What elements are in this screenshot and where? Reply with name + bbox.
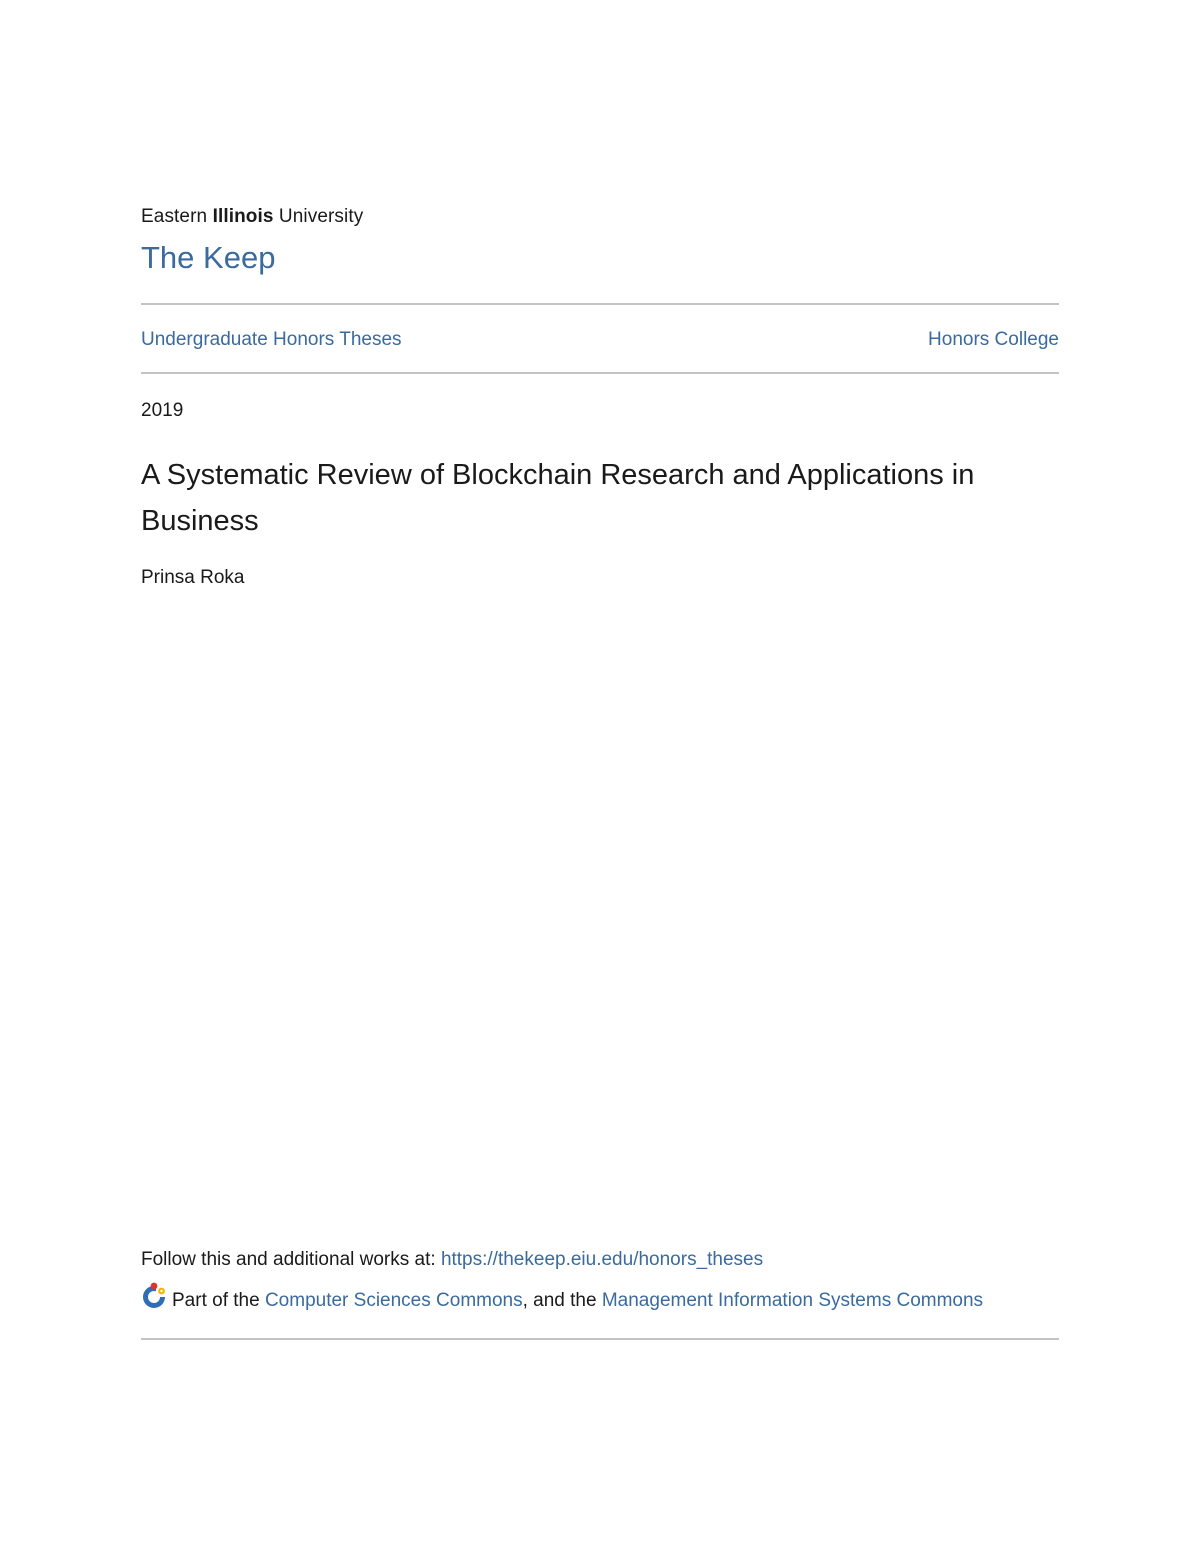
collection-divider bbox=[141, 372, 1059, 374]
computer-sciences-commons-link[interactable]: Computer Sciences Commons bbox=[264, 1290, 523, 1311]
institution-name bbox=[141, 206, 363, 228]
and-the-label: , and the bbox=[522, 1290, 602, 1311]
network-commons-icon bbox=[141, 1281, 169, 1309]
mis-commons-link[interactable]: Management Information Systems Commons bbox=[601, 1290, 984, 1311]
follow-line bbox=[141, 1249, 763, 1271]
institution-bold: Illinois bbox=[212, 206, 274, 227]
cover-page bbox=[141, 0, 1059, 1553]
repository-link[interactable]: The Keep bbox=[141, 240, 276, 275]
document-title: A Systematic Review of Blockchain Research and Applications in Business bbox=[141, 459, 975, 537]
bottom-divider bbox=[141, 1338, 1059, 1340]
institution-prefix: Eastern bbox=[141, 206, 213, 227]
institution-suffix: University bbox=[273, 206, 364, 227]
follow-url-link[interactable]: https://thekeep.eiu.edu/honors_theses bbox=[440, 1249, 764, 1270]
part-of-label: Part of the bbox=[172, 1290, 265, 1311]
follow-text: Follow this and additional works at: bbox=[141, 1249, 441, 1270]
top-divider bbox=[141, 303, 1059, 305]
series-link[interactable]: Undergraduate Honors Theses bbox=[141, 329, 402, 350]
part-of-text-block bbox=[172, 1290, 983, 1312]
college-link[interactable]: Honors College bbox=[928, 329, 1059, 350]
author-name: Prinsa Roka bbox=[141, 567, 245, 588]
publication-year: 2019 bbox=[141, 400, 184, 421]
